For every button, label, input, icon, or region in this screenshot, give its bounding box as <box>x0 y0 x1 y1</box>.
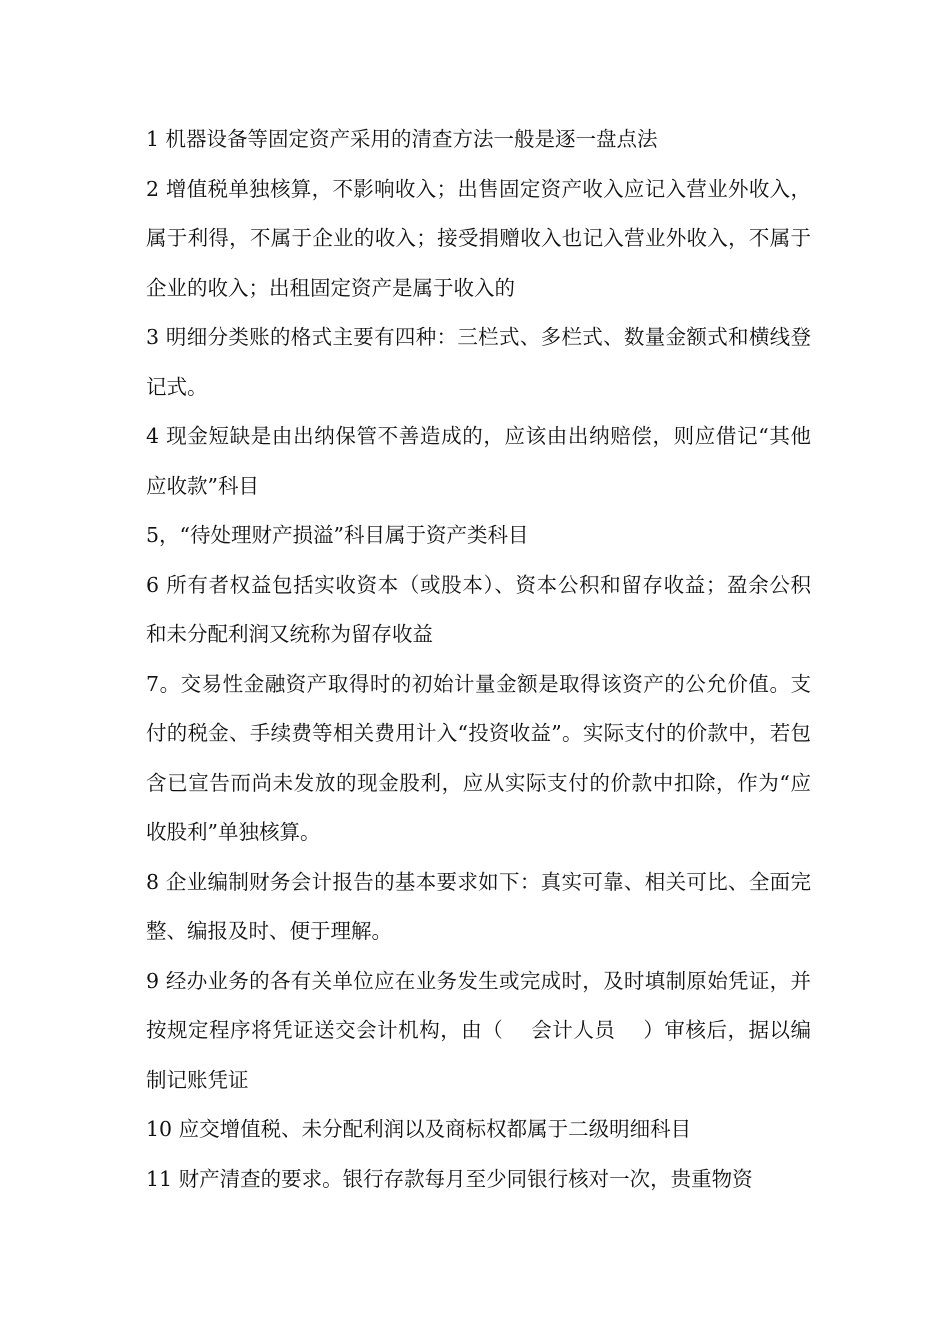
paragraph-2: 2 增值税单独核算，不影响收入；出售固定资产收入应记入营业外收入，属于利得，不属于企业的收入；接受捐赠收入也记入营业外收入，不属于企业的收入；出租固定资产是属于收入的 <box>146 176 811 300</box>
paragraph-10: 10 应交增值税、未分配利润以及商标权都属于二级明细科目 <box>146 1117 692 1141</box>
paragraph-9: 9 经办业务的各有关单位应在业务发生或完成时，及时填制原始凭证，并按规定程序将凭证送交会计机构，由（ 会计人员 ）审核后，据以编制记账凭证 <box>146 968 811 1092</box>
paragraph-11: 11 财产清查的要求。银行存款每月至少同银行核对一次，贵重物资 <box>146 1166 753 1191</box>
paragraph-3: 3 明细分类账的格式主要有四种：三栏式、多栏式、数量金额式和横线登记式。 <box>146 325 811 399</box>
paragraph-7: 7。交易性金融资产取得时的初始计量金额是取得该资产的公允价值。支付的税金、手续费等相关费用计入“投资收益”。实际支付的价款中，若包含已宣告而尚未发放的现金股利，应从实际支付的价款中扣除，作为“应收股利”单独核算。 <box>146 671 811 844</box>
paragraph-8: 8 企业编制财务会计报告的基本要求如下：真实可靠、相关可比、全面完整、编报及时、便于理解。 <box>146 869 811 943</box>
paragraph-5: 5，“待处理财产损溢”科目属于资产类科目 <box>146 523 529 547</box>
paragraph-6: 6 所有者权益包括实收资本（或股本）、资本公积和留存收益；盈余公积和未分配利润又统称为留存收益 <box>146 572 811 646</box>
document-body <box>146 115 811 1204</box>
paragraph-4: 4 现金短缺是由出纳保管不善造成的，应该由出纳赔偿，则应借记“其他应收款”科目 <box>146 424 811 498</box>
paragraph-1: 1 机器设备等固定资产采用的清查方法一般是逐一盘点法 <box>146 127 658 151</box>
